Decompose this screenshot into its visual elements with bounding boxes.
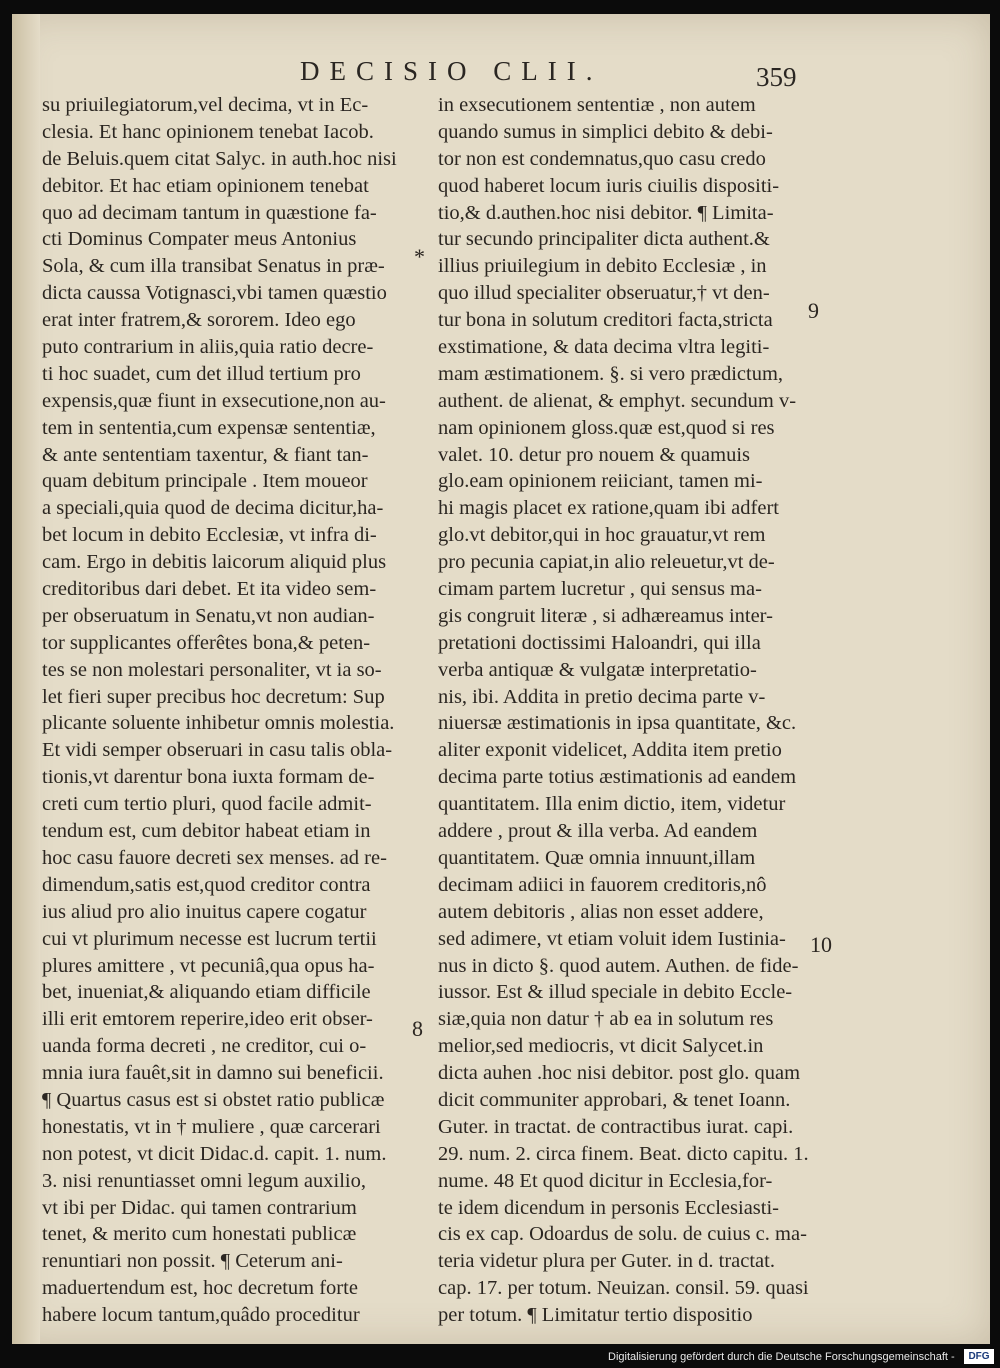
- text-line: a speciali,quia quod de decima dicitur,ha-: [42, 497, 384, 520]
- text-line: 3. nisi renuntiasset omni legum auxilio,: [42, 1169, 366, 1192]
- text-line: tur bona in solutum creditori facta,stricta: [438, 309, 773, 332]
- text-line: exstimatione, & data decima vltra legiti-: [438, 336, 770, 359]
- text-line: per totum. ¶ Limitatur tertio dispositio: [438, 1304, 753, 1327]
- text-line: cis ex cap. Odoardus de solu. de cuius c. ma-: [438, 1223, 807, 1246]
- text-line: iussor. Est & illud speciale in debito Eccle-: [438, 981, 793, 1004]
- margin-note-8: 8: [412, 1016, 423, 1041]
- text-line: nis, ibi. Addita in pretio decima parte v-: [438, 685, 766, 708]
- text-line: quod haberet locum iuris ciuilis dispositi-: [438, 174, 780, 197]
- text-line: de Beluis.quem citat Salyc. in auth.hoc nisi: [42, 147, 397, 170]
- text-line: pretationi doctissimi Haloandri, qui illa: [438, 631, 761, 654]
- text-line: hi magis placet ex ratione,quam ibi adfert: [438, 497, 779, 520]
- text-line: tor supplicantes offerêtes bona,& peten-: [42, 631, 371, 654]
- dfg-logo: DFG: [964, 1349, 994, 1364]
- text-line: dicta caussa Votignasci,vbi tamen quæstio: [42, 282, 387, 305]
- text-line: mnia iura fauêt,sit in damno sui beneficii.: [42, 1062, 384, 1085]
- margin-note-10: 10: [810, 932, 832, 957]
- text-line: illi erit emtorem reperire,ideo erit obser-: [42, 1008, 373, 1031]
- text-line: authent. de alienat, & emphyt. secundum v-: [438, 389, 797, 412]
- text-line: plicante soluente inhibetur omnis molestia.: [42, 712, 395, 735]
- text-line: tur secundo principaliter dicta authent.&: [438, 228, 770, 251]
- text-line: cui vt plurimum necesse est lucrum tertii: [42, 927, 377, 950]
- text-line: cimam partem lucretur , qui sensus ma-: [438, 578, 762, 601]
- text-line: valet. 10. detur pro nouem & quamuis: [438, 443, 750, 466]
- text-line: nam opinionem gloss.quæ est,quod si res: [438, 416, 775, 439]
- text-line: nus in dicto §. quod autem. Authen. de fide-: [438, 954, 799, 977]
- margin-asterisk: *: [414, 244, 425, 269]
- text-line: in exsecutionem sententiæ , non autem: [438, 94, 756, 116]
- text-line: pro pecunia capiat,in alio releuetur,vt de-: [438, 551, 775, 574]
- text-line: quo illud specialiter obseruatur,† vt den-: [438, 282, 770, 305]
- text-line: dicta auhen .hoc nisi debitor. post glo. quam: [438, 1062, 801, 1085]
- text-line: creti cum tertio pluri, quod facile admit-: [42, 793, 372, 816]
- text-line: tor non est condemnatus,quo casu credo: [438, 147, 766, 170]
- footer-credit: Digitalisierung gefördert durch die Deutsche Forschungsgemeinschaft -: [608, 1351, 955, 1363]
- text-line: quantitatem. Quæ omnia innuunt,illam: [438, 846, 756, 869]
- text-line: niuersæ æstimationis in ipsa quantitate, &c.: [438, 712, 797, 735]
- right-text-column: [438, 92, 816, 1329]
- text-line: ius aliud pro alio inuitus capere cogatur: [42, 900, 367, 923]
- text-line: decimam adiici in fauorem creditoris,nô: [438, 873, 767, 896]
- text-line: tendum est, cum debitor habeat etiam in: [42, 820, 371, 843]
- text-line: habere locum tantum,quâdo proceditur: [42, 1304, 360, 1327]
- text-line: clesia. Et hanc opinionem tenebat Iacob.: [42, 120, 374, 143]
- text-line: vt ibi per Didac. qui tamen contrarium: [42, 1196, 357, 1219]
- text-line: te idem dicendum in personis Ecclesiasti-: [438, 1196, 780, 1219]
- text-line: maduertendum est, hoc decretum forte: [42, 1277, 358, 1300]
- text-line: 29. num. 2. circa finem. Beat. dicto capitu. 1.: [438, 1142, 809, 1165]
- text-line: glo.eam opinionem reiiciant, tamen mi-: [438, 470, 763, 493]
- text-line: gis congruit literæ , si adhæreamus inter-: [438, 604, 773, 627]
- text-line: decima parte totius æstimationis ad eandem: [438, 766, 797, 789]
- text-line: mam æstimationem. §. si vero prædictum,: [438, 362, 784, 385]
- text-line: addere , prout & illa verba. Ad eandem: [438, 820, 758, 843]
- text-line: non potest, vt dicit Didac.d. capit. 1. num.: [42, 1142, 387, 1165]
- text-line: puto contrarium in aliis,quia ratio decre-: [42, 336, 374, 359]
- text-line: quantitatem. Illa enim dictio, item, videtur: [438, 793, 786, 816]
- text-line: quo ad decimam tantum in quæstione fa-: [42, 201, 377, 224]
- text-line: Et vidi semper obseruari in casu talis obla-: [42, 739, 393, 762]
- text-line: ti hoc suadet, cum det illud tertium pro: [42, 362, 361, 385]
- text-line: dimendum,satis est,quod creditor contra: [42, 873, 371, 896]
- text-line: let fieri super precibus hoc decretum: Sup: [42, 685, 385, 708]
- text-line: tes se non molestari personaliter, vt ia so-: [42, 658, 382, 681]
- text-line: illius priuilegium in debito Ecclesiæ , in: [438, 255, 767, 278]
- text-line: teria videtur plura per Guter. in d. tractat.: [438, 1250, 775, 1273]
- left-text-column: [42, 92, 414, 1329]
- text-line: quando sumus in simplici debito & debi-: [438, 120, 773, 143]
- text-line: verba antiquæ & vulgatæ interpretatio-: [438, 658, 757, 681]
- text-line: aliter exponit videlicet, Addita item pretio: [438, 739, 782, 762]
- text-line: cti Dominus Compater meus Antonius: [42, 228, 357, 251]
- text-line: dicit communiter approbari, & tenet Ioann.: [438, 1088, 791, 1111]
- text-line: debitor. Et hac etiam opinionem tenebat: [42, 174, 369, 197]
- text-line: & ante sententiam taxentur, & fiant tan-: [42, 443, 369, 466]
- text-line: autem debitoris , alias non esset addere,: [438, 900, 764, 923]
- text-line: expensis,quæ fiunt in exsecutione,non au-: [42, 389, 386, 412]
- text-line: sed adimere, vt etiam voluit idem Iustinia-: [438, 927, 786, 950]
- text-line: honestatis, vt in † muliere , quæ carcerari: [42, 1115, 381, 1138]
- text-line: tionis,vt darentur bona iuxta formam de-: [42, 766, 375, 789]
- text-line: bet, inueniat,& aliquando etiam difficile: [42, 981, 371, 1004]
- text-line: quam debitum principale . Item moueor: [42, 470, 368, 493]
- text-line: cap. 17. per totum. Neuizan. consil. 59. quasi: [438, 1277, 809, 1300]
- text-line: hoc casu fauore decreti sex menses. ad re-: [42, 846, 387, 869]
- text-line: plures amittere , vt pecuniâ,qua opus ha-: [42, 954, 375, 977]
- text-line: uanda forma decreti , ne creditor, cui o-: [42, 1035, 367, 1058]
- page-gutter: [12, 14, 40, 1344]
- text-line: tenet, & merito cum honestati publicæ: [42, 1223, 357, 1246]
- text-line: Guter. in tractat. de contractibus iurat. capi.: [438, 1115, 794, 1138]
- page-header: DECISIO CLII.: [300, 56, 603, 86]
- text-line: erat inter fratrem,& sororem. Ideo ego: [42, 309, 356, 332]
- text-line: per obseruatum in Senatu,vt non audian-: [42, 604, 375, 627]
- text-line: siæ,quia non datur † ab ea in solutum res: [438, 1008, 774, 1031]
- text-line: tio,& d.authen.hoc nisi debitor. ¶ Limita-: [438, 201, 774, 224]
- text-line: ¶ Quartus casus est si obstet ratio publicæ: [42, 1088, 385, 1111]
- text-line: tem in sententia,cum expensæ sententiæ,: [42, 416, 376, 439]
- text-line: renuntiari non possit. ¶ Ceterum ani-: [42, 1250, 343, 1273]
- text-line: melior,sed mediocris, vt dicit Salycet.in: [438, 1035, 764, 1058]
- margin-note-9: 9: [808, 298, 819, 323]
- text-line: glo.vt debitor,qui in hoc grauatur,vt rem: [438, 524, 766, 547]
- text-line: creditoribus dari debet. Et ita video sem-: [42, 578, 377, 601]
- text-line: su priuilegiatorum,vel decima, vt in Ec-: [42, 94, 369, 116]
- text-line: Sola, & cum illa transibat Senatus in præ-: [42, 255, 385, 278]
- text-line: cam. Ergo in debitis laicorum aliquid plus: [42, 551, 387, 574]
- text-line: bet locum in debito Ecclesiæ, vt infra di-: [42, 524, 377, 547]
- text-line: nume. 48 Et quod dicitur in Ecclesia,for-: [438, 1169, 773, 1192]
- page-number: 359: [756, 62, 797, 92]
